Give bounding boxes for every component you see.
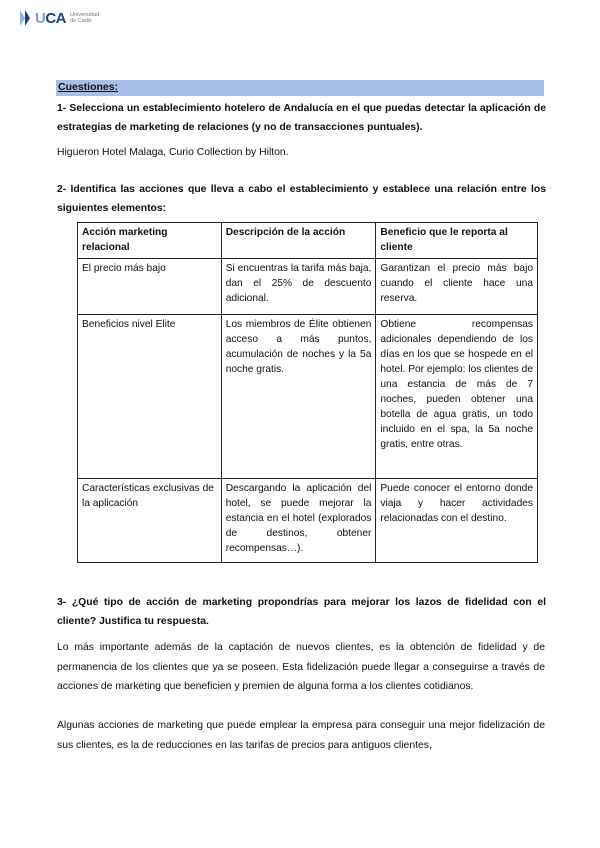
table-header-cell: Beneficio que le reporta al cliente: [376, 223, 538, 259]
table-cell: Descargando la aplicación del hotel, se puede mejorar la estancia en el hotel (explorados de destinos, obtener recompensas…).: [221, 479, 376, 563]
answer-1: Higueron Hotel Malaga, Curio Collection by Hilton.: [57, 147, 289, 158]
table-header-row: [78, 223, 538, 259]
table-header-cell: Acción marketing relacional: [78, 223, 222, 259]
table-row: [78, 259, 538, 315]
table-cell: El precio más bajo: [78, 259, 222, 315]
question-2: 2- Identifica las acciones que lleva a cabo el establecimiento y establece una relación entre los siguientes elementos:: [57, 184, 546, 214]
table-header-cell: Descripción de la acción: [221, 223, 376, 259]
section-header-band: [56, 80, 544, 96]
logo-subtitle: Universidad de Cádiz: [70, 12, 100, 24]
university-logo: [18, 8, 99, 28]
table-row: [78, 479, 538, 563]
question-3: 3- ¿Qué tipo de acción de marketing propondrías para mejorar los lazos de fidelidad con el cliente? Justifica tu respuesta.: [57, 597, 546, 627]
marketing-actions-table: [77, 222, 538, 563]
table-cell: Los miembros de Élite obtienen acceso a más puntos, acumulación de noches y la 5a noche gratis.: [221, 315, 376, 479]
section-title: Cuestiones:: [58, 81, 119, 93]
question-1: 1- Selecciona un establecimiento hotelero de Andalucía en el que puedas detectar la aplicación de estrategias de marketing de relaciones (y no de transacciones puntuales).: [57, 103, 546, 133]
table-row: [78, 315, 538, 479]
table-cell: Puede conocer el entorno donde viaja y hacer actividades relacionadas con el destino.: [376, 479, 538, 563]
table-cell: Características exclusivas de la aplicación: [78, 479, 222, 563]
table-cell: Si encuentras la tarifa más baja, dan el 25% de descuento adicional.: [221, 259, 376, 315]
uca-emblem-icon: [18, 8, 32, 28]
answer-3-paragraph-2: Algunas acciones de marketing que puede emplear la empresa para conseguir una mejor fidelización de sus clientes, es la de reducciones en las tarifas de precios para antiguos clientes,: [57, 720, 545, 751]
table-cell: Garantizan el precio más bajo cuando el cliente hace una reserva.: [376, 259, 538, 315]
table-cell: Obtiene recompensas adicionales dependiendo de los días en los que se hospede en el hotel. Por ejemplo: los clientes de una estancia de más de 7 noches, pueden obtener una botella de agua gratis, un todo incluido en el spa, la 5a noche gratis, entre otras.: [376, 315, 538, 479]
logo-brand: UCA: [35, 9, 67, 27]
answer-3-paragraph-1: Lo más importante además de la captación de nuevos clientes, es la obtención de fidelidad y de permanencia de los clientes que ya se poseen. Esta fidelización puede llegar a conseguirse a través de acciones de marketing que beneficien y premien de alguna forma a los clientes cotidianos.: [57, 642, 545, 692]
table-cell: Beneficios nivel Elite: [78, 315, 222, 479]
